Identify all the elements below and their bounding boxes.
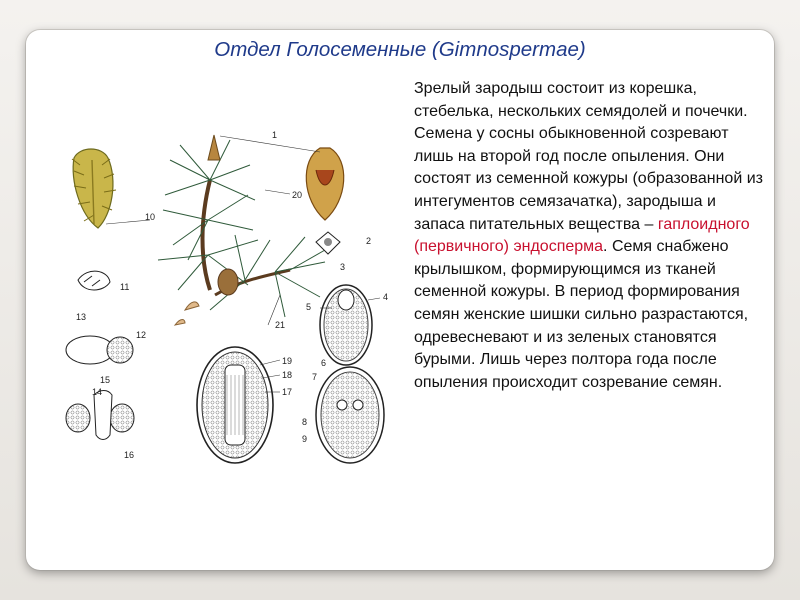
- body-text-start: Зрелый зародыш состоит из корешка, стебелька, нескольких семядолей и почечки. Семена у сосны обыкновенной созревают лишь на второй год после опыления. Они состоят из семенной кожуры (образованной из интегументов семязачатка), зародыша и запаса питательных вещества –: [414, 80, 763, 233]
- label-5: 5: [306, 302, 312, 312]
- label-15: 15: [100, 375, 111, 385]
- seed-wing-drawings: [66, 271, 134, 439]
- label-6: 6: [321, 358, 327, 368]
- label-4: 4: [383, 292, 389, 302]
- seed-scale-drawing: [306, 148, 343, 220]
- label-19: 19: [282, 356, 293, 366]
- seed-section-drawings: [316, 285, 384, 463]
- label-20: 20: [292, 190, 303, 200]
- label-10: 10: [145, 212, 156, 222]
- label-11: 11: [120, 282, 130, 292]
- label-2: 2: [366, 236, 372, 246]
- body-text-end: . Семя снабжено крылышком, формирующимся из тканей семенной кожуры. В период формирования семян женские шишки сильно разрастаются, одревесневают и из зеленых становятся бурыми. Лишь через полтора года после опыления происходит созревание семян.: [414, 238, 749, 391]
- label-7: 7: [312, 372, 318, 382]
- label-18: 18: [282, 370, 293, 380]
- label-14: 14: [92, 387, 103, 397]
- slide-title: Отдел Голосеменные (Gimnospermae): [214, 38, 586, 61]
- label-1: 1: [272, 130, 278, 140]
- label-13: 13: [76, 312, 87, 322]
- female-cone-drawing: [72, 149, 116, 228]
- highlighted-term: гаплоидного (первичного) эндосперма: [414, 215, 750, 256]
- label-12: 12: [136, 330, 147, 340]
- label-17: 17: [282, 387, 293, 397]
- label-3: 3: [340, 262, 346, 272]
- pine-seed-illustration: [50, 120, 410, 480]
- pine-branch-drawing: [158, 135, 325, 325]
- slide-body-text: [414, 78, 770, 394]
- label-21: 21: [275, 320, 286, 330]
- label-8: 8: [302, 417, 308, 427]
- ovule-drawing: [316, 232, 340, 254]
- label-16: 16: [124, 450, 135, 460]
- label-9: 9: [302, 434, 308, 444]
